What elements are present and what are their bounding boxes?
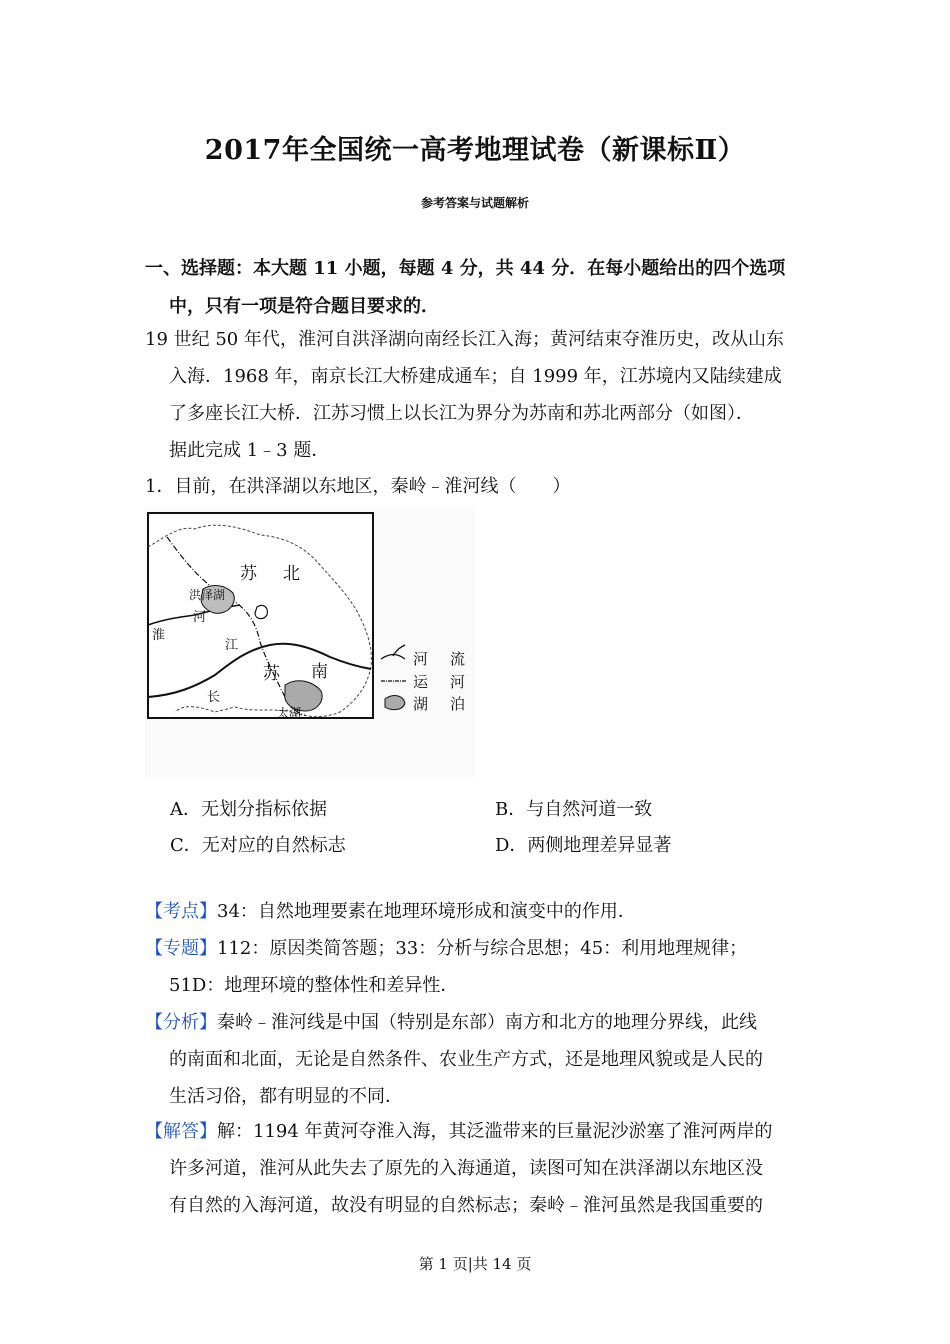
fenxi-line1: 秦岭﹣淮河线是中国（特别是东部）南方和北方的地理分界线，此线 — [217, 1012, 757, 1033]
document-subtitle: 参考答案与试题解析 — [420, 196, 529, 210]
fenxi-line3: 生活习俗，都有明显的不同． — [169, 1086, 403, 1107]
label-taihu: 太湖 — [277, 706, 302, 720]
zhuanti-block — [145, 930, 815, 1004]
legend-lake-c1: 湖 — [413, 695, 429, 713]
jieda-line2: 许多河道，淮河从此失去了原先的入海通道，读图可知在洪泽湖以东地区没 — [169, 1158, 763, 1179]
zhuanti-line1: 112：原因类简答题；33：分析与综合思想；45：利用地理规律； — [217, 938, 748, 959]
document-title: 2017年全国统一高考地理试卷（新课标Ⅱ） — [204, 135, 746, 166]
option-d[interactable]: D．两侧地理差异显著 — [495, 835, 672, 856]
fenxi-line2: 的南面和北面，无论是自然条件、农业生产方式，还是地理风貌或是人民的 — [169, 1049, 763, 1070]
map-svg — [145, 507, 475, 777]
kaodian-block — [145, 893, 815, 930]
legend-river-c2: 流 — [450, 650, 466, 668]
label-sunan-su: 苏 — [263, 664, 280, 684]
zhuanti-line2: 51D：地理环境的整体性和差异性． — [169, 975, 459, 996]
question-stem: 1．目前，在洪泽湖以东地区，秦岭﹣淮河线（ ） — [145, 476, 571, 497]
jieda-block — [145, 1113, 815, 1224]
legend-lake-c2: 泊 — [450, 695, 466, 713]
label-he: 河 — [193, 610, 207, 625]
legend-canal-c2: 河 — [450, 673, 466, 691]
passage-line2: 入海．1968 年，南京长江大桥建成通车；自 1999 年，江苏境内又陆续建成 — [169, 366, 782, 387]
section-heading-line2: 中，只有一项是符合题目要求的． — [169, 296, 439, 317]
fenxi-block — [145, 1004, 815, 1115]
label-hongzehu: 洪泽湖 — [189, 588, 226, 602]
passage — [145, 321, 815, 469]
legend-canal-c1: 运 — [413, 673, 429, 691]
jieda-line1: 解：1194 年黄河夺淮入海，其泛滥带来的巨量泥沙淤塞了淮河两岸的 — [217, 1121, 773, 1142]
label-huai: 淮 — [152, 628, 166, 643]
page-footer: 第 1 页|共 14 页 — [418, 1255, 532, 1273]
passage-line1: 19 世纪 50 年代，淮河自洪泽湖向南经长江入海；黄河结束夺淮历史，改从山东 — [145, 329, 784, 350]
passage-line3: 了多座长江大桥．江苏习惯上以长江为界分为苏南和苏北两部分（如图）． — [169, 403, 754, 424]
section-heading — [145, 250, 815, 326]
kaodian-text: 34：自然地理要素在地理环境形成和演变中的作用． — [217, 901, 636, 922]
kaodian-tag: 【考点】 — [145, 901, 217, 922]
jieda-tag: 【解答】 — [145, 1121, 217, 1142]
label-subei-bei: 北 — [283, 564, 300, 584]
zhuanti-tag: 【专题】 — [145, 938, 217, 959]
jiangsu-map — [145, 507, 475, 777]
option-c[interactable]: C．无对应的自然标志 — [170, 835, 346, 856]
jieda-line3: 有自然的入海河道，故没有明显的自然标志；秦岭﹣淮河虽然是我国重要的 — [169, 1195, 763, 1216]
section-heading-line1: 一、选择题：本大题 11 小题，每题 4 分，共 44 分．在每小题给出的四个选项 — [145, 258, 786, 279]
option-a[interactable]: A．无划分指标依据 — [170, 799, 327, 820]
label-sunan-nan: 南 — [311, 662, 328, 682]
label-subei-su: 苏 — [240, 564, 257, 584]
legend-lake-symbol — [385, 696, 405, 710]
label-chang: 长 — [207, 690, 221, 705]
legend-river-c1: 河 — [413, 650, 429, 668]
gaoyou-lake — [255, 605, 267, 618]
option-b[interactable]: B．与自然河道一致 — [495, 799, 653, 820]
label-jiang: 江 — [225, 638, 239, 653]
passage-line4: 据此完成 1﹣3 题． — [169, 440, 330, 461]
fenxi-tag: 【分析】 — [145, 1012, 217, 1033]
